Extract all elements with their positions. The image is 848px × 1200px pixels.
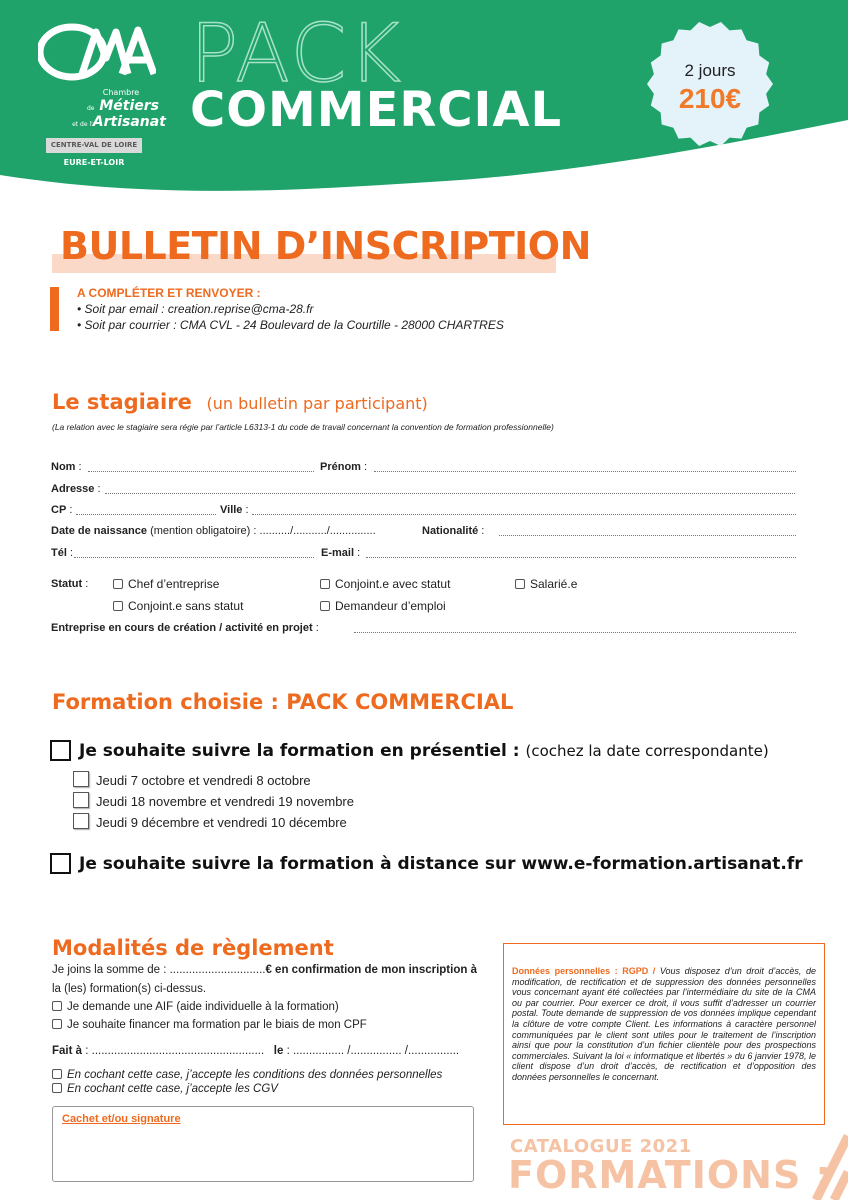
formations-label: FORMATIONS : [508,1153,832,1197]
date-field[interactable]: : ................ /................ /................ [286,1045,460,1057]
checkbox[interactable] [52,1083,62,1093]
email-label: E-mail : [321,547,361,559]
stagiaire-note: (La relation avec le stagiaire sera régie par l’article L6313-1 du code de travail concernant la convention de formation professionnelle) [52,422,554,432]
statut-conjoint-avec[interactable]: Conjoint.e avec statut [320,577,450,591]
tel-field[interactable] [74,557,314,558]
nom-field[interactable] [88,471,314,472]
statut-label: Statut : [51,578,89,590]
email-field[interactable] [366,557,796,558]
date-checkbox-3[interactable] [73,813,89,829]
ville-label: Ville : [220,504,249,516]
signature-label: Cachet et/ou signature [62,1113,181,1125]
fait-a-field[interactable]: : ...................................................... [85,1045,265,1057]
tel-label: Tél : [51,547,74,559]
date-label-1: Jeudi 7 octobre et vendredi 8 octobre [96,773,311,788]
title-commercial: COMMERCIAL [190,82,563,138]
logo-chambre: Chambre [102,88,140,97]
ville-field[interactable] [252,514,796,515]
checkbox[interactable] [52,1069,62,1079]
date-label-2: Jeudi 18 novembre et vendredi 19 novembre [96,794,354,809]
bulletin-title: BULLETIN D’INSCRIPTION [60,224,591,268]
reglement-title: Modalités de règlement [52,936,334,960]
dob-label: Date de naissance (mention obligatoire) : ........../.........../............... [51,525,376,537]
title-pack: PACK [190,7,403,100]
somme-line-2: la (les) formation(s) ci-dessus. [52,983,207,995]
cpf-option[interactable]: Je souhaite financer ma formation par le biais de mon CPF [52,1019,367,1031]
prenom-field[interactable] [374,471,796,472]
logo-region: CENTRE-VAL DE LOIRE [46,138,142,153]
accept-cgv-option[interactable]: En cochant cette case, j’accepte les CGV [52,1083,278,1095]
decorative-slashes [776,1128,848,1200]
instructions-bar [50,287,59,331]
aif-option[interactable]: Je demande une AIF (aide individuelle à la formation) [52,1001,339,1013]
badge-duration: 2 jours [684,61,736,80]
adresse-field[interactable] [105,493,795,494]
nationalite-field[interactable] [499,535,796,536]
instructions-email: • Soit par email : creation.reprise@cma-28.fr [77,302,314,316]
statut-conjoint-sans[interactable]: Conjoint.e sans statut [113,599,243,613]
nom-label: Nom : [51,461,82,473]
presentiel-checkbox[interactable] [50,740,71,761]
accept-data-option[interactable]: En cochant cette case, j’accepte les conditions des données personnelles [52,1069,442,1081]
adresse-label: Adresse : [51,483,101,495]
instructions-heading: A COMPLÉTER ET RENVOYER : [77,286,261,300]
entreprise-label: Entreprise en cours de création / activité en projet : [51,622,319,634]
distance-checkbox[interactable] [50,853,71,874]
checkbox[interactable] [515,579,525,589]
checkbox[interactable] [320,579,330,589]
presentiel-label: Je souhaite suivre la formation en présentiel : (cochez la date correspondante) [79,741,769,761]
date-checkbox-2[interactable] [73,792,89,808]
date-checkbox-1[interactable] [73,771,89,787]
cp-field[interactable] [76,514,216,515]
logo-metiers: de Métiers [86,98,160,114]
cma-logo-mark [38,22,156,92]
stagiaire-subtitle: (un bulletin par participant) [206,394,428,413]
stagiaire-title: Le stagiaire (un bulletin par participant) [52,390,428,414]
formation-title: Formation choisie : PACK COMMERCIAL [52,690,514,714]
statut-chef-entreprise[interactable]: Chef d’entreprise [113,577,219,591]
dob-field[interactable]: : ........../.........../............... [253,525,376,537]
date-label-3: Jeudi 9 décembre et vendredi 10 décembre [96,815,347,830]
statut-salarie[interactable]: Salarié.e [515,577,577,591]
checkbox[interactable] [320,601,330,611]
fait-a-line: Fait à : ...................................................... le : ................ /................ /................ [52,1045,460,1057]
entreprise-field[interactable] [354,632,796,633]
checkbox[interactable] [113,601,123,611]
somme-field[interactable]: Je joins la somme de : .............................. [52,964,266,976]
badge-price: 210€ [678,83,742,114]
distance-label: Je souhaite suivre la formation à distance sur www.e-formation.artisanat.fr [79,854,803,874]
somme-line: Je joins la somme de : ..............................€ en confirmation de mon inscription à [52,964,477,976]
logo-dept: EURE-ET-LOIR [63,158,125,167]
cp-label: CP : [51,504,73,516]
prenom-label: Prénom : [320,461,368,473]
checkbox[interactable] [52,1019,62,1029]
logo-artisanat: et de l'Artisanat [72,114,166,130]
checkbox[interactable] [113,579,123,589]
catalogue-label: CATALOGUE 2021 [510,1136,692,1157]
statut-demandeur-emploi[interactable]: Demandeur d’emploi [320,599,446,613]
checkbox[interactable] [52,1001,62,1011]
nationalite-label: Nationalité : [422,525,485,537]
instructions-mail: • Soit par courrier : CMA CVL - 24 Boulevard de la Courtille - 28000 CHARTRES [77,318,504,332]
cma-logo [30,22,165,172]
rgpd-text: Données personnelles : RGPD / Vous disposez d’un droit d’accès, de modification, de rectification et de suppression des données personnelles vous concernant ayant été collectées par l’intermédiaire du site de la CMA ou par courrier. Pour exercer ce droit, il vous suffit d’adresser un courrier postal. Toute demande de suppression de vos données implique cependant la clôture de votre compte Client. Les informations à caractère personnel communiquées par le client sont utiles pour le traitement de l’inscription ainsi que pour la constitution d’un fichier clientèle pour des prospections commerciales. Suivant la loi « informatique et libertés » du 6 janvier 1978, le client dispose d’un droit d’accès, de rectification et d’opposition des données personnelles le concernant. [512,966,816,1082]
